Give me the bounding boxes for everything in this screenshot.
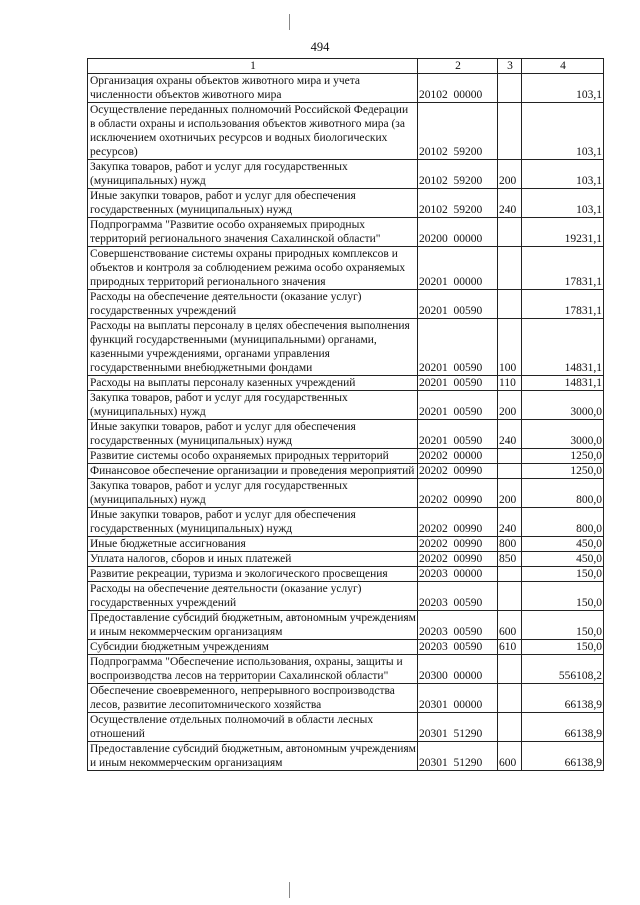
table-row	[88, 376, 604, 391]
row-amount-cell: 556108,2	[522, 655, 604, 684]
row-code-cell: 20201 00590	[418, 391, 498, 420]
page-number: 494	[310, 40, 330, 54]
row-amount-cell: 14831,1	[522, 319, 604, 376]
row-type-cell	[498, 247, 522, 290]
row-amount-cell: 3000,0	[522, 420, 604, 449]
table-row	[88, 567, 604, 582]
row-type-cell: 200	[498, 479, 522, 508]
row-type-cell: 610	[498, 640, 522, 655]
row-type-cell: 240	[498, 189, 522, 218]
row-name-cell: Иные закупки товаров, работ и услуг для обеспечения государственных (муниципальных) нужд	[88, 420, 418, 449]
table-row	[88, 391, 604, 420]
row-type-cell: 850	[498, 552, 522, 567]
row-amount-cell: 800,0	[522, 479, 604, 508]
row-amount-cell: 103,1	[522, 160, 604, 189]
row-type-cell: 600	[498, 742, 522, 771]
row-type-cell	[498, 449, 522, 464]
table-row	[88, 103, 604, 160]
row-code-cell: 20202 00990	[418, 479, 498, 508]
row-type-cell	[498, 290, 522, 319]
row-name-cell: Уплата налогов, сборов и иных платежей	[88, 552, 418, 567]
row-type-cell: 240	[498, 508, 522, 537]
row-name-cell: Закупка товаров, работ и услуг для государственных (муниципальных) нужд	[88, 391, 418, 420]
row-amount-cell: 3000,0	[522, 391, 604, 420]
budget-table	[87, 58, 604, 771]
row-amount-cell: 1250,0	[522, 449, 604, 464]
table-header-row	[88, 59, 604, 74]
table-row	[88, 552, 604, 567]
row-code-cell: 20301 00000	[418, 684, 498, 713]
row-code-cell: 20301 51290	[418, 713, 498, 742]
table-row	[88, 611, 604, 640]
row-code-cell: 20201 00590	[418, 420, 498, 449]
row-type-cell: 240	[498, 420, 522, 449]
row-type-cell	[498, 582, 522, 611]
row-code-cell: 20203 00590	[418, 640, 498, 655]
table-row	[88, 684, 604, 713]
row-code-cell: 20102 59200	[418, 103, 498, 160]
row-code-cell: 20202 00990	[418, 552, 498, 567]
row-name-cell: Иные закупки товаров, работ и услуг для обеспечения государственных (муниципальных) нужд	[88, 189, 418, 218]
row-type-cell	[498, 464, 522, 479]
table-row	[88, 74, 604, 103]
table-body	[88, 59, 604, 771]
table-row	[88, 464, 604, 479]
binding-mark-top	[289, 14, 290, 30]
table-row	[88, 640, 604, 655]
row-code-cell: 20203 00590	[418, 582, 498, 611]
row-name-cell: Совершенствование системы охраны природных комплексов и объектов и контроля за соблюдением режима особо охраняемых природных территорий регионального значения	[88, 247, 418, 290]
row-name-cell: Предоставление субсидий бюджетным, автономным учреждениям и иным некоммерческим организациям	[88, 611, 418, 640]
row-type-cell: 110	[498, 376, 522, 391]
table-row	[88, 290, 604, 319]
row-type-cell: 100	[498, 319, 522, 376]
row-type-cell	[498, 218, 522, 247]
row-type-cell: 200	[498, 391, 522, 420]
row-name-cell: Иные бюджетные ассигнования	[88, 537, 418, 552]
row-name-cell: Подпрограмма "Развитие особо охраняемых природных территорий регионального значения Сахалинской области"	[88, 218, 418, 247]
row-name-cell: Закупка товаров, работ и услуг для государственных (муниципальных) нужд	[88, 479, 418, 508]
row-amount-cell: 19231,1	[522, 218, 604, 247]
row-type-cell	[498, 684, 522, 713]
table-row	[88, 713, 604, 742]
column-header-3: 3	[498, 59, 522, 74]
binding-mark-bottom	[289, 882, 290, 898]
row-type-cell: 600	[498, 611, 522, 640]
table-row	[88, 319, 604, 376]
column-header-1: 1	[88, 59, 418, 74]
table-row	[88, 160, 604, 189]
row-amount-cell: 150,0	[522, 611, 604, 640]
row-amount-cell: 450,0	[522, 537, 604, 552]
row-type-cell: 800	[498, 537, 522, 552]
table-row	[88, 537, 604, 552]
row-amount-cell: 17831,1	[522, 290, 604, 319]
row-code-cell: 20202 00990	[418, 464, 498, 479]
row-name-cell: Расходы на выплаты персоналу казенных учреждений	[88, 376, 418, 391]
table-row	[88, 479, 604, 508]
row-name-cell: Развитие системы особо охраняемых природных территорий	[88, 449, 418, 464]
row-name-cell: Развитие рекреации, туризма и экологического просвещения	[88, 567, 418, 582]
row-amount-cell: 14831,1	[522, 376, 604, 391]
row-code-cell: 20203 00000	[418, 567, 498, 582]
table-row	[88, 449, 604, 464]
row-code-cell: 20201 00000	[418, 247, 498, 290]
row-name-cell: Расходы на обеспечение деятельности (оказание услуг) государственных учреждений	[88, 582, 418, 611]
row-type-cell	[498, 103, 522, 160]
row-type-cell	[498, 74, 522, 103]
row-amount-cell: 66138,9	[522, 684, 604, 713]
row-code-cell: 20201 00590	[418, 376, 498, 391]
row-amount-cell: 103,1	[522, 103, 604, 160]
row-name-cell: Обеспечение своевременного, непрерывного воспроизводства лесов, развитие лесопитомнического хозяйства	[88, 684, 418, 713]
row-amount-cell: 66138,9	[522, 713, 604, 742]
row-code-cell: 20201 00590	[418, 319, 498, 376]
table-row	[88, 508, 604, 537]
row-name-cell: Предоставление субсидий бюджетным, автономным учреждениям и иным некоммерческим организациям	[88, 742, 418, 771]
row-name-cell: Финансовое обеспечение организации и проведения мероприятий	[88, 464, 418, 479]
table-row	[88, 655, 604, 684]
row-name-cell: Подпрограмма "Обеспечение использования, охраны, защиты и воспроизводства лесов на территории Сахалинской области"	[88, 655, 418, 684]
row-code-cell: 20102 59200	[418, 189, 498, 218]
row-code-cell: 20202 00000	[418, 449, 498, 464]
row-name-cell: Расходы на выплаты персоналу в целях обеспечения выполнения функций государственными (муниципальными) органами, казенными учреждениями, органами управления государственными внебюджетными фондами	[88, 319, 418, 376]
table-row	[88, 247, 604, 290]
row-amount-cell: 17831,1	[522, 247, 604, 290]
row-amount-cell: 150,0	[522, 640, 604, 655]
row-amount-cell: 150,0	[522, 567, 604, 582]
row-code-cell: 20102 59200	[418, 160, 498, 189]
row-type-cell	[498, 567, 522, 582]
row-amount-cell: 450,0	[522, 552, 604, 567]
row-name-cell: Иные закупки товаров, работ и услуг для обеспечения государственных (муниципальных) нужд	[88, 508, 418, 537]
row-name-cell: Субсидии бюджетным учреждениям	[88, 640, 418, 655]
row-name-cell: Закупка товаров, работ и услуг для государственных (муниципальных) нужд	[88, 160, 418, 189]
row-code-cell: 20102 00000	[418, 74, 498, 103]
row-code-cell: 20203 00590	[418, 611, 498, 640]
table-row	[88, 218, 604, 247]
row-amount-cell: 66138,9	[522, 742, 604, 771]
row-code-cell: 20201 00590	[418, 290, 498, 319]
row-code-cell: 20202 00990	[418, 508, 498, 537]
row-code-cell: 20202 00990	[418, 537, 498, 552]
column-header-4: 4	[522, 59, 604, 74]
table-row	[88, 582, 604, 611]
row-code-cell: 20301 51290	[418, 742, 498, 771]
row-type-cell: 200	[498, 160, 522, 189]
row-amount-cell: 103,1	[522, 74, 604, 103]
row-code-cell: 20200 00000	[418, 218, 498, 247]
row-amount-cell: 103,1	[522, 189, 604, 218]
row-name-cell: Осуществление отдельных полномочий в области лесных отношений	[88, 713, 418, 742]
row-amount-cell: 1250,0	[522, 464, 604, 479]
row-amount-cell: 150,0	[522, 582, 604, 611]
row-name-cell: Расходы на обеспечение деятельности (оказание услуг) государственных учреждений	[88, 290, 418, 319]
row-code-cell: 20300 00000	[418, 655, 498, 684]
row-amount-cell: 800,0	[522, 508, 604, 537]
table-row	[88, 742, 604, 771]
column-header-2: 2	[418, 59, 498, 74]
row-name-cell: Организация охраны объектов животного мира и учета численности объектов животного мира	[88, 74, 418, 103]
table-row	[88, 189, 604, 218]
row-type-cell	[498, 713, 522, 742]
row-type-cell	[498, 655, 522, 684]
table-row	[88, 420, 604, 449]
row-name-cell: Осуществление переданных полномочий Российской Федерации в области охраны и использования объектов животного мира (за исключением охотничьих ресурсов и водных биологических ресурсов)	[88, 103, 418, 160]
